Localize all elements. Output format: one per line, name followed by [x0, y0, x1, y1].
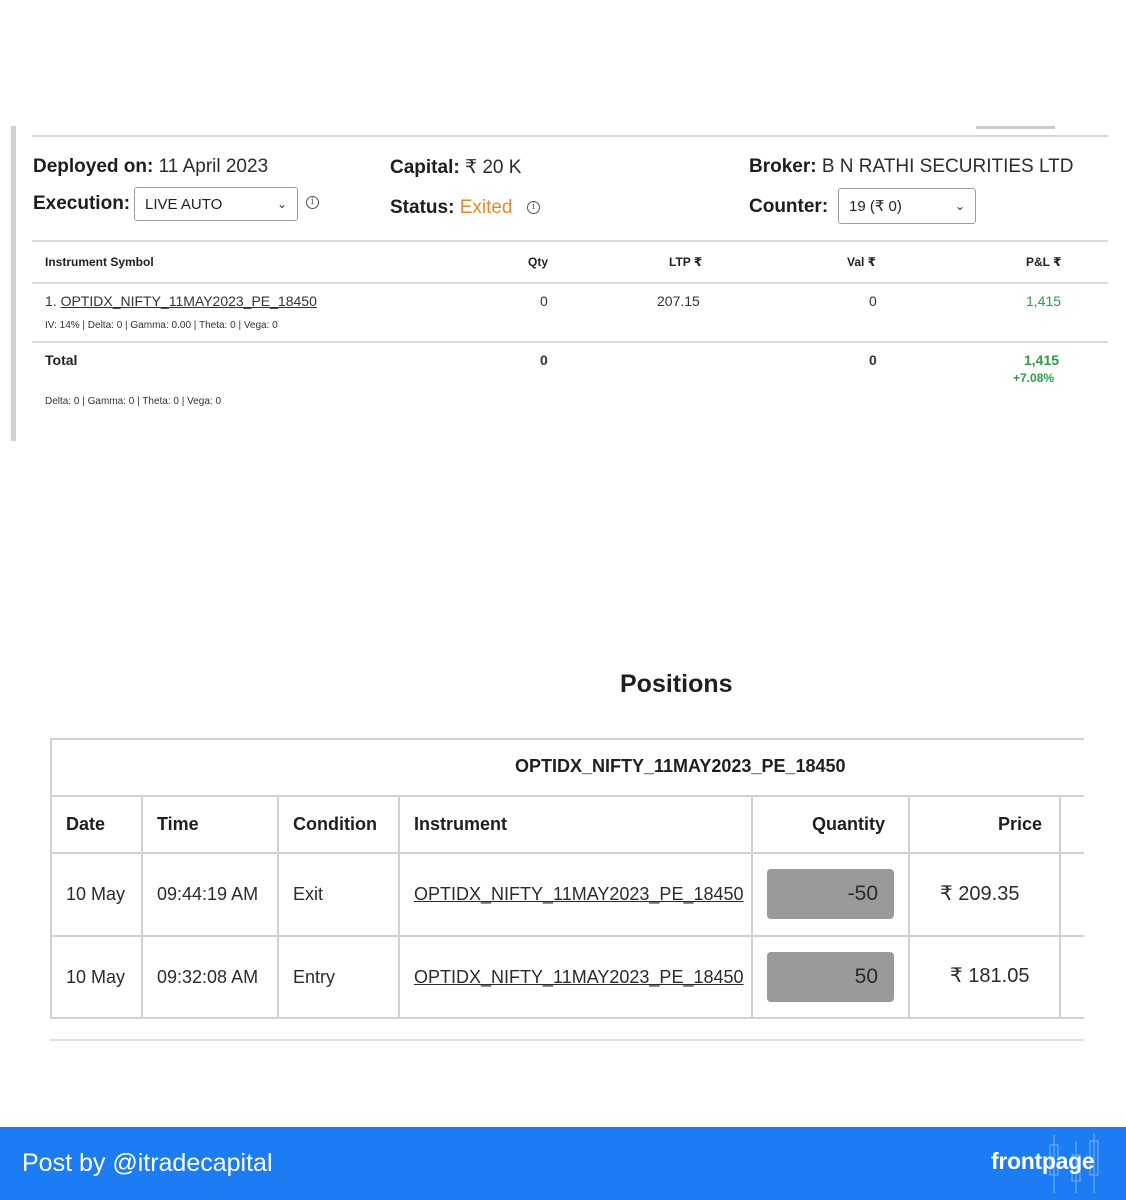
col-divider — [908, 795, 910, 1019]
position-date: 10 May — [66, 967, 126, 987]
status — [390, 197, 513, 219]
positions-footer-divider — [50, 1039, 1084, 1041]
col-price: Price — [998, 814, 1043, 834]
position-quantity: 50 — [767, 952, 894, 1002]
execution-info-icon[interactable]: i — [306, 196, 319, 209]
total-pnl-percent: +7.08% — [1013, 371, 1055, 385]
status-info-icon[interactable]: i — [527, 201, 540, 214]
holdings-total-divider — [32, 341, 1108, 343]
positions-header-divider — [50, 852, 1084, 854]
footer-banner — [0, 1127, 1126, 1200]
position-date: 10 May — [66, 884, 126, 904]
post-credit: Post by @itradecapital — [22, 1149, 273, 1177]
col-instrument-symbol: Instrument Symbol — [45, 255, 154, 269]
position-condition: Entry — [293, 967, 336, 987]
position-price: ₹ 209.35 — [940, 883, 1020, 905]
counter-label: Counter: — [749, 196, 829, 217]
positions-title-divider — [50, 795, 1084, 797]
execution-select-value: LIVE AUTO — [145, 195, 223, 213]
row-index: 1. — [45, 293, 57, 309]
col-ltp: LTP ₹ — [669, 255, 703, 269]
deployed-on — [33, 156, 268, 178]
broker — [749, 156, 1073, 178]
counter-select[interactable] — [838, 188, 976, 224]
holdings-top-divider — [32, 240, 1108, 242]
col-divider — [398, 795, 400, 1019]
execution-select[interactable] — [134, 187, 298, 221]
positions-instrument-title: OPTIDX_NIFTY_11MAY2023_PE_18450 — [515, 756, 846, 776]
col-qty: Qty — [528, 255, 549, 269]
broker-value: B N RATHI SECURITIES LTD — [821, 156, 1074, 177]
capital — [390, 156, 521, 179]
brand-logo: frontpage — [991, 1148, 1095, 1174]
col-quantity: Quantity — [812, 814, 886, 834]
col-time: Time — [157, 814, 199, 834]
table-row — [45, 293, 317, 309]
col-divider — [141, 795, 143, 1019]
row-pnl: 1,415 — [1026, 293, 1062, 309]
tab-indicator — [976, 126, 1055, 129]
chevron-down-icon: ⌄ — [276, 197, 287, 211]
col-val: Val ₹ — [847, 255, 877, 269]
instrument-link[interactable]: OPTIDX_NIFTY_11MAY2023_PE_18450 — [60, 293, 317, 309]
positions-bottom-divider — [50, 1017, 1084, 1019]
position-time: 09:32:08 AM — [157, 967, 259, 987]
position-quantity: -50 — [767, 869, 894, 919]
counter-select-value: 19 (₹ 0) — [849, 198, 902, 215]
status-value: Exited — [459, 197, 513, 218]
position-instrument-link[interactable]: OPTIDX_NIFTY_11MAY2023_PE_18450 — [414, 967, 744, 987]
positions-row-divider — [50, 935, 1084, 937]
col-condition: Condition — [293, 814, 377, 834]
row-ltp: 207.15 — [657, 293, 700, 309]
row-val: 0 — [869, 293, 877, 309]
position-instrument-link[interactable]: OPTIDX_NIFTY_11MAY2023_PE_18450 — [414, 884, 744, 904]
col-divider — [1059, 795, 1061, 1019]
execution-label: Execution: — [33, 193, 131, 214]
position-price: ₹ 181.05 — [950, 965, 1030, 987]
position-condition: Exit — [293, 884, 324, 904]
col-divider — [277, 795, 279, 1019]
total-greeks: Delta: 0 | Gamma: 0 | Theta: 0 | Vega: 0 — [45, 396, 222, 407]
status-label: Status: — [390, 197, 455, 218]
total-val: 0 — [869, 352, 877, 368]
card-left-accent — [11, 126, 16, 441]
col-pnl: P&L ₹ — [1026, 255, 1062, 269]
row-qty: 0 — [540, 293, 548, 309]
total-qty: 0 — [540, 352, 548, 368]
broker-label: Broker: — [749, 156, 817, 177]
deployed-on-value: 11 April 2023 — [158, 156, 269, 177]
col-date: Date — [66, 814, 106, 834]
capital-value: ₹ 20 K — [464, 157, 522, 178]
deployed-on-label: Deployed on: — [33, 156, 154, 177]
col-instrument: Instrument — [414, 814, 508, 834]
chevron-down-icon: ⌄ — [954, 199, 965, 213]
holdings-header-divider — [32, 282, 1108, 284]
row-greeks: IV: 14% | Delta: 0 | Gamma: 0.00 | Theta: 0 | Vega: 0 — [45, 320, 278, 331]
total-label: Total — [45, 352, 78, 368]
position-time: 09:44:19 AM — [157, 884, 259, 904]
capital-label: Capital: — [390, 157, 460, 178]
positions-title: Positions — [620, 670, 733, 698]
total-pnl: 1,415 — [1024, 352, 1060, 368]
col-divider — [751, 795, 753, 1019]
card-top-divider — [32, 135, 1108, 137]
